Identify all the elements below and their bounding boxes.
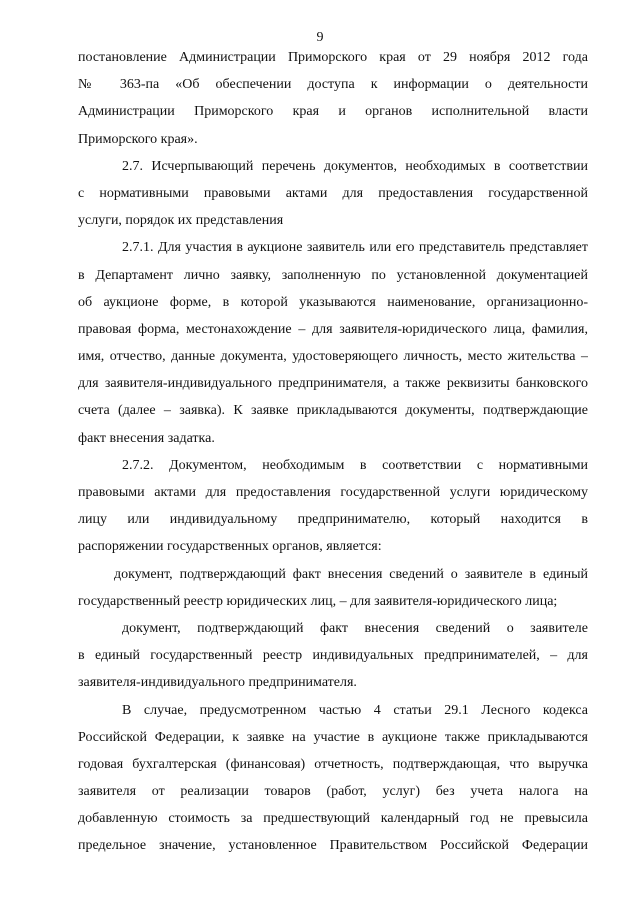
text-line: для заявителя-индивидуального предпринимателя, а также реквизиты банковского xyxy=(78,376,588,392)
text-line: счета (далее – заявка). К заявке прикладываются документы, подтверждающие xyxy=(78,403,588,419)
text-line: документ, подтверждающий факт внесения сведений о заявителе в единый xyxy=(114,566,588,582)
text-line: годовая бухгалтерская (финансовая) отчетность, подтверждающая, что выручка xyxy=(78,756,588,772)
paragraph-document-legal-entity xyxy=(78,561,588,615)
text-line: постановление Администрации Приморского края от 29 ноября 2012 года xyxy=(78,50,588,65)
text-line: Администрации Приморского края и органов исполнительной власти xyxy=(78,104,588,120)
text-line: 2.7. Исчерпывающий перечень документов, необходимых в соответствии xyxy=(122,158,588,174)
text-line: добавленную стоимость за предшествующий календарный год не превысила xyxy=(78,811,588,827)
text-line: лицу или индивидуальному предпринимателю, который находится в xyxy=(78,512,588,528)
text-line: 2.7.1. Для участия в аукционе заявитель или его представитель представляет xyxy=(122,240,588,256)
text-line: правовыми актами для предоставления государственной услуги юридическому xyxy=(78,485,588,500)
text-line: в Департамент лично заявку, заполненную по установленной документацией xyxy=(78,267,588,283)
paragraph-document-entrepreneur xyxy=(78,615,588,697)
text-line: государственный реестр юридических лиц, – для заявителя-юридического лица; xyxy=(78,593,558,609)
paragraph-2-7-1 xyxy=(78,234,588,452)
text-line: предельное значение, установленное Правительством Российской Федерации xyxy=(78,838,588,854)
text-line: Российской Федерации, к заявке на участие в аукционе также прикладываются xyxy=(78,729,588,745)
text-line: в единый государственный реестр индивидуальных предпринимателей, – для xyxy=(78,648,588,664)
text-line: документ, подтверждающий факт внесения сведений о заявителе xyxy=(122,620,588,636)
text-line: правовая форма, местонахождение – для заявителя-юридического лица, фамилия, xyxy=(78,321,588,337)
page-number: 9 xyxy=(316,30,324,45)
text-line: заявителя-индивидуального предпринимателя. xyxy=(78,675,357,691)
paragraph-forest-code-case xyxy=(78,697,588,860)
document-body xyxy=(78,44,588,860)
text-line: № 363-па «Об обеспечении доступа к информации о деятельности xyxy=(78,77,588,93)
text-line: Приморского края». xyxy=(78,131,198,147)
text-line: 2.7.2. Документом, необходимым в соответствии с нормативными xyxy=(122,457,588,473)
text-line: распоряжении государственных органов, является: xyxy=(78,539,382,555)
paragraph-2-7-2 xyxy=(78,452,588,561)
text-line: имя, отчество, данные документа, удостоверяющего личность, место жительства – xyxy=(78,349,588,365)
text-line: с нормативными правовыми актами для предоставления государственной xyxy=(78,185,588,201)
text-line: факт внесения задатка. xyxy=(78,430,215,446)
text-line: В случае, предусмотренном частью 4 статьи 29.1 Лесного кодекса xyxy=(122,702,588,718)
text-line: заявителя от реализации товаров (работ, услуг) без учета налога на xyxy=(78,784,588,800)
paragraph-continuation xyxy=(78,44,588,153)
text-line: услуги, порядок их представления xyxy=(78,213,284,229)
paragraph-2-7-heading xyxy=(78,153,588,235)
text-line: об аукционе форме, в которой указываются наименование, организационно- xyxy=(78,294,588,310)
